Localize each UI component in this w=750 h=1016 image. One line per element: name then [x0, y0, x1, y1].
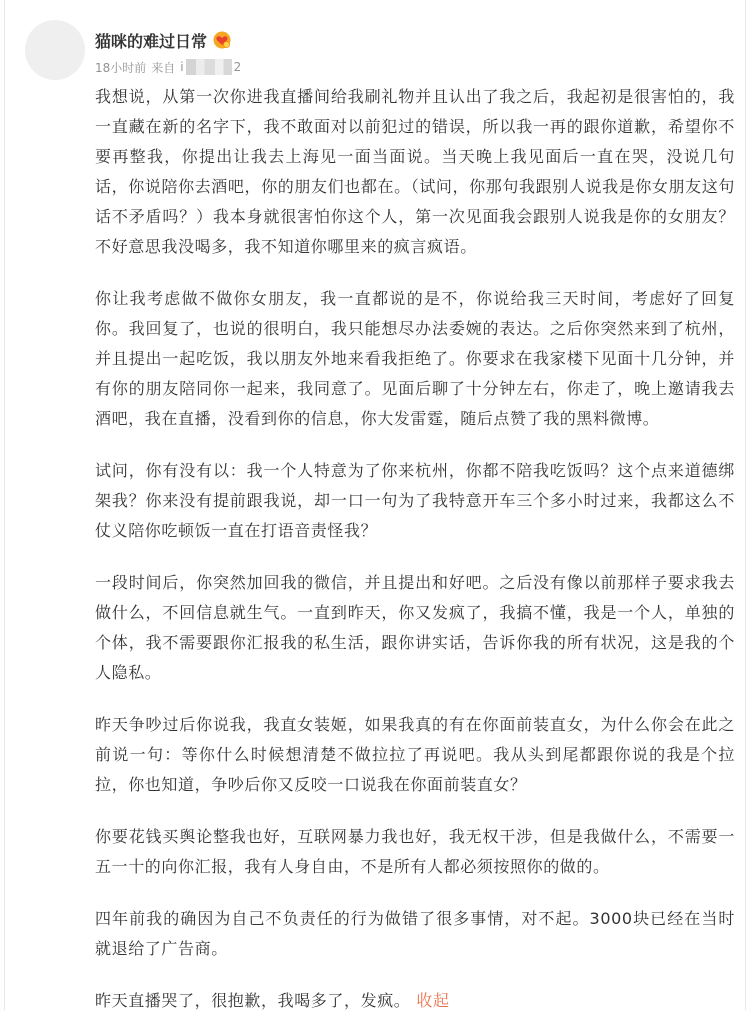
- username[interactable]: 猫咪的难过日常: [95, 31, 208, 51]
- collapse-link[interactable]: 收起: [416, 991, 450, 1010]
- author-row: [95, 28, 231, 52]
- redacted-source: [186, 59, 232, 75]
- post-time[interactable]: 18小时前: [95, 60, 147, 75]
- paragraph: 一段时间后，你突然加回我的微信，并且提出和好吧。之后没有像以前那样子要求我去做什么，不回信息就生气。一直到昨天，你又发疯了，我搞不懂，我是一个人，单独的个体，我不需要跟你汇报我的私生活，跟你讲实话，告诉你我的所有状况，这是我的个人隐私。: [95, 573, 735, 682]
- paragraph: 你要花钱买舆论整我也好，互联网暴力我也好，我无权干涉，但是我做什么，不需要一五一十的向你汇报，我有人身自由，不是所有人都必须按照你的做的。: [95, 827, 735, 876]
- paragraph: 昨天争吵过后你说我，我直女装姬，如果我真的有在你面前装直女，为什么你会在此之前说一句：等你什么时候想清楚不做拉拉了再说吧。我从头到尾都跟你说的我是个拉拉，你也知道，争吵后你又反咬一口说我在你面前装直女？: [95, 715, 735, 794]
- paragraph-last: [95, 986, 735, 1016]
- paragraph: 你让我考虑做不做你女朋友，我一直都说的是不，你说给我三天时间，考虑好了回复你。我回复了，也说的很明白，我只能想尽办法委婉的表达。之后你突然来到了杭州，并且提出一起吃饭，我以朋友外地来看我拒绝了。你要求在我家楼下见面十几分钟，并有你的朋友陪同你一起来，我同意了。见面后聊了十分钟左右，你走了，晚上邀请我去酒吧，我在直播，没看到你的信息，你大发雷霆，随后点赞了我的黑料微博。: [95, 289, 735, 428]
- paragraph: 试问，你有没有以：我一个人特意为了你来杭州，你都不陪我吃饭吗？这个点来道德绑架我？你来没有提前跟我说，却一口一句为了我特意开车三个多小时过来，我都这么不仗义陪你吃顿饭一直在打语音责怪我？: [95, 461, 735, 540]
- paragraph: 昨天直播哭了，很抱歉，我喝多了，发疯。: [95, 991, 411, 1010]
- source-suffix: 2: [233, 60, 242, 74]
- paragraph: 我想说，从第一次你进我直播间给我刷礼物并且认出了我之后，我起初是很害怕的，我一直藏在新的名字下，我不敢面对以前犯过的错误，所以我一再的跟你道歉，希望你不要再整我，你提出让我去上海见一面当面说。当天晚上我见面后一直在哭，没说几句话，你说陪你去酒吧，你的朋友们也都在。（试问，你那句我跟别人说我是你女朋友这句话不矛盾吗？）我本身就很害怕你这个人，第一次见面我会跟别人说我是你的女朋友？不好意思我没喝多，我不知道你哪里来的疯言疯语。: [95, 87, 735, 256]
- post-meta: [95, 57, 241, 77]
- weibo-post-card: [4, 0, 746, 1010]
- vip-heart-icon[interactable]: [213, 31, 231, 49]
- source-label: 来自: [151, 60, 176, 75]
- avatar[interactable]: [25, 20, 85, 80]
- paragraph: 四年前我的确因为自己不负责任的行为做错了很多事情，对不起。3000块已经在当时就退给了广告商。: [95, 909, 735, 958]
- source-prefix: i: [180, 60, 184, 74]
- post-content: [95, 82, 735, 1016]
